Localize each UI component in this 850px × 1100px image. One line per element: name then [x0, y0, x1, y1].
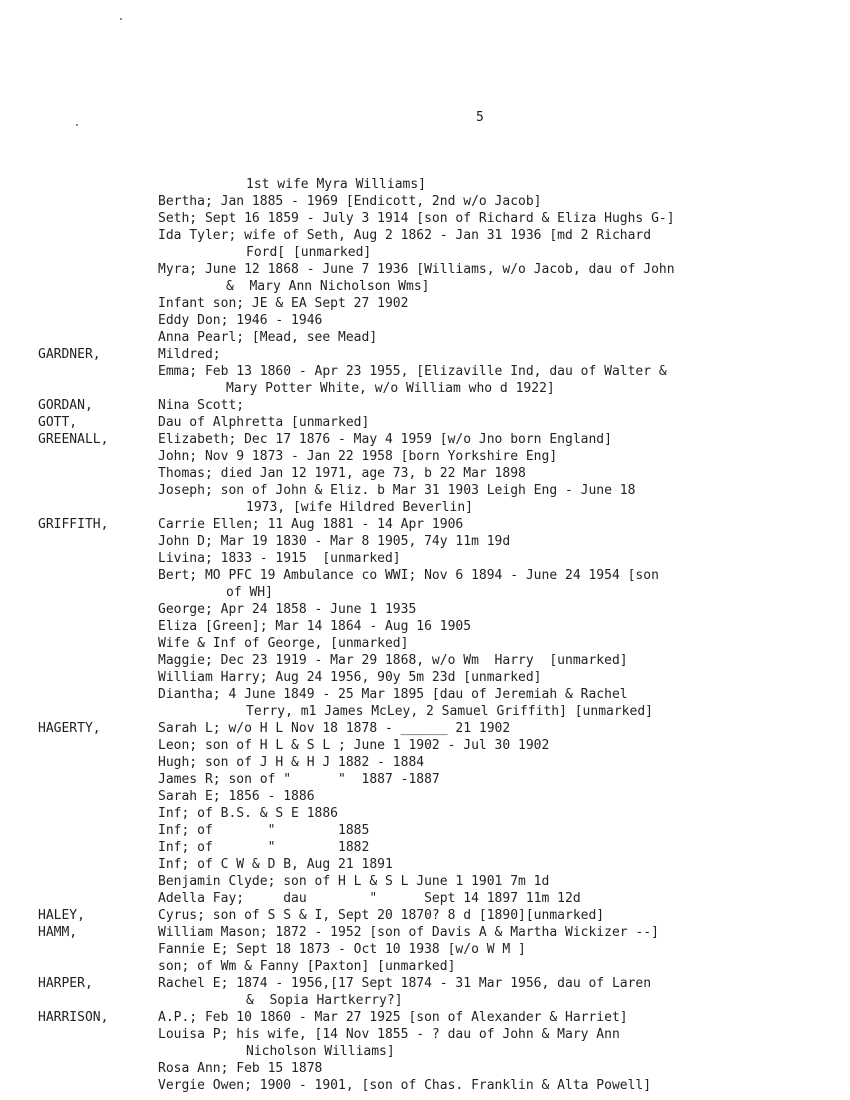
record-line	[0, 1077, 850, 1094]
record-line	[0, 601, 850, 618]
record-text: Anna Pearl; [Mead, see Mead]	[158, 330, 378, 345]
surname-label: HAGERTY,	[38, 721, 101, 736]
record-line	[0, 1009, 850, 1026]
record-text: Fannie E; Sept 18 1873 - Oct 10 1938 [w/o W M ]	[158, 942, 526, 957]
record-text: Myra; June 12 1868 - June 7 1936 [Williams, w/o Jacob, dau of John	[158, 262, 675, 277]
record-continuation: 1st wife Myra Williams]	[246, 177, 427, 192]
record-line	[0, 975, 850, 992]
record-continuation: Ford[ [unmarked]	[246, 245, 372, 260]
record-line	[0, 244, 850, 261]
record-text: Hugh; son of J H & H J 1882 - 1884	[158, 755, 425, 770]
record-line	[0, 618, 850, 635]
record-text: Inf; of B.S. & S E 1886	[158, 806, 339, 821]
record-text: James R; son of " " 1887 -1887	[158, 772, 440, 787]
record-line	[0, 312, 850, 329]
record-text: Cyrus; son of S S & I, Sept 20 1870? 8 d [1890][unmarked]	[158, 908, 605, 923]
record-text: Vergie Owen; 1900 - 1901, [son of Chas. Franklin & Alta Powell]	[158, 1078, 652, 1093]
record-line	[0, 822, 850, 839]
record-text: Diantha; 4 June 1849 - 25 Mar 1895 [dau of Jeremiah & Rachel	[158, 687, 628, 702]
surname-label: HARPER,	[38, 976, 93, 991]
record-text: Sarah E; 1856 - 1886	[158, 789, 315, 804]
record-line	[0, 890, 850, 907]
scan-speck	[120, 18, 122, 20]
record-continuation: 1973, [wife Hildred Beverlin]	[246, 500, 473, 515]
scan-speck	[76, 124, 78, 126]
record-line	[0, 703, 850, 720]
record-text: Leon; son of H L & S L ; June 1 1902 - Jul 30 1902	[158, 738, 550, 753]
record-line	[0, 193, 850, 210]
record-text: Inf; of C W & D B, Aug 21 1891	[158, 857, 393, 872]
record-line	[0, 669, 850, 686]
record-line	[0, 1026, 850, 1043]
record-line	[0, 482, 850, 499]
record-text: Seth; Sept 16 1859 - July 3 1914 [son of Richard & Eliza Hughs G-]	[158, 211, 675, 226]
record-line	[0, 720, 850, 737]
record-text: Wife & Inf of George, [unmarked]	[158, 636, 409, 651]
record-continuation: & Sopia Hartkerry?]	[246, 993, 403, 1008]
record-text: A.P.; Feb 10 1860 - Mar 27 1925 [son of Alexander & Harriet]	[158, 1010, 628, 1025]
surname-label: GREENALL,	[38, 432, 109, 447]
record-text: Eliza [Green]; Mar 14 1864 - Aug 16 1905	[158, 619, 472, 634]
record-line	[0, 499, 850, 516]
record-text: Infant son; JE & EA Sept 27 1902	[158, 296, 409, 311]
record-line	[0, 771, 850, 788]
record-text: Carrie Ellen; 11 Aug 1881 - 14 Apr 1906	[158, 517, 464, 532]
surname-label: GORDAN,	[38, 398, 93, 413]
record-line	[0, 958, 850, 975]
record-text: John D; Mar 19 1830 - Mar 8 1905, 74y 11m 19d	[158, 534, 511, 549]
record-text: Elizabeth; Dec 17 1876 - May 4 1959 [w/o Jno born England]	[158, 432, 612, 447]
record-list	[0, 176, 850, 1094]
record-text: John; Nov 9 1873 - Jan 22 1958 [born Yorkshire Eng]	[158, 449, 558, 464]
record-text: Dau of Alphretta [unmarked]	[158, 415, 370, 430]
record-text: Ida Tyler; wife of Seth, Aug 2 1862 - Jan 31 1936 [md 2 Richard	[158, 228, 652, 243]
record-line	[0, 176, 850, 193]
record-line	[0, 584, 850, 601]
record-line	[0, 924, 850, 941]
record-line	[0, 210, 850, 227]
record-line	[0, 295, 850, 312]
record-text: Mildred;	[158, 347, 221, 362]
record-text: Joseph; son of John & Eliz. b Mar 31 1903 Leigh Eng - June 18	[158, 483, 636, 498]
record-line	[0, 431, 850, 448]
surname-label: HALEY,	[38, 908, 85, 923]
record-line	[0, 737, 850, 754]
record-line	[0, 414, 850, 431]
record-line	[0, 1043, 850, 1060]
record-line	[0, 839, 850, 856]
record-text: Louisa P; his wife, [14 Nov 1855 - ? dau of John & Mary Ann	[158, 1027, 620, 1042]
record-text: son; of Wm & Fanny [Paxton] [unmarked]	[158, 959, 456, 974]
record-line	[0, 856, 850, 873]
record-line	[0, 516, 850, 533]
surname-label: GARDNER,	[38, 347, 101, 362]
record-line	[0, 652, 850, 669]
record-text: Emma; Feb 13 1860 - Apr 23 1955, [Elizaville Ind, dau of Walter &	[158, 364, 667, 379]
surname-label: HARRISON,	[38, 1010, 109, 1025]
record-text: Livina; 1833 - 1915 [unmarked]	[158, 551, 401, 566]
record-text: Sarah L; w/o H L Nov 18 1878 - ______ 21 1902	[158, 721, 511, 736]
record-text: Adella Fay; dau " Sept 14 1897 11m 12d	[158, 891, 581, 906]
record-text: Bertha; Jan 1885 - 1969 [Endicott, 2nd w/o Jacob]	[158, 194, 542, 209]
record-line	[0, 567, 850, 584]
record-line	[0, 788, 850, 805]
surname-label: GOTT,	[38, 415, 78, 430]
record-line	[0, 907, 850, 924]
record-line	[0, 635, 850, 652]
record-line	[0, 992, 850, 1009]
record-text: Rachel E; 1874 - 1956,[17 Sept 1874 - 31 Mar 1956, dau of Laren	[158, 976, 652, 991]
record-line	[0, 533, 850, 550]
record-text: Eddy Don; 1946 - 1946	[158, 313, 323, 328]
record-line	[0, 397, 850, 414]
record-text: Rosa Ann; Feb 15 1878	[158, 1061, 323, 1076]
record-line	[0, 448, 850, 465]
record-line	[0, 1060, 850, 1077]
record-text: Nina Scott;	[158, 398, 245, 413]
record-line	[0, 346, 850, 363]
record-continuation: & Mary Ann Nicholson Wms]	[226, 279, 430, 294]
record-text: Bert; MO PFC 19 Ambulance co WWI; Nov 6 1894 - June 24 1954 [son	[158, 568, 659, 583]
record-continuation: of WH]	[226, 585, 273, 600]
record-continuation: Nicholson Williams]	[246, 1044, 395, 1059]
record-line	[0, 261, 850, 278]
record-line	[0, 873, 850, 890]
record-line	[0, 686, 850, 703]
record-line	[0, 805, 850, 822]
record-line	[0, 278, 850, 295]
page-number: 5	[476, 110, 484, 125]
record-line	[0, 380, 850, 397]
record-line	[0, 550, 850, 567]
record-text: William Harry; Aug 24 1956, 90y 5m 23d [unmarked]	[158, 670, 542, 685]
record-text: Maggie; Dec 23 1919 - Mar 29 1868, w/o Wm Harry [unmarked]	[158, 653, 628, 668]
record-line	[0, 941, 850, 958]
record-text: Thomas; died Jan 12 1971, age 73, b 22 Mar 1898	[158, 466, 526, 481]
record-line	[0, 227, 850, 244]
surname-label: GRIFFITH,	[38, 517, 109, 532]
record-line	[0, 329, 850, 346]
record-text: Inf; of " 1885	[158, 823, 370, 838]
record-text: Benjamin Clyde; son of H L & S L June 1 1901 7m 1d	[158, 874, 550, 889]
record-line	[0, 754, 850, 771]
record-continuation: Mary Potter White, w/o William who d 1922]	[226, 381, 555, 396]
record-line	[0, 465, 850, 482]
record-text: George; Apr 24 1858 - June 1 1935	[158, 602, 417, 617]
record-text: Inf; of " 1882	[158, 840, 370, 855]
record-text: William Mason; 1872 - 1952 [son of Davis A & Martha Wickizer --]	[158, 925, 659, 940]
surname-label: HAMM,	[38, 925, 78, 940]
record-continuation: Terry, m1 James McLey, 2 Samuel Griffith] [unmarked]	[246, 704, 653, 719]
record-line	[0, 363, 850, 380]
